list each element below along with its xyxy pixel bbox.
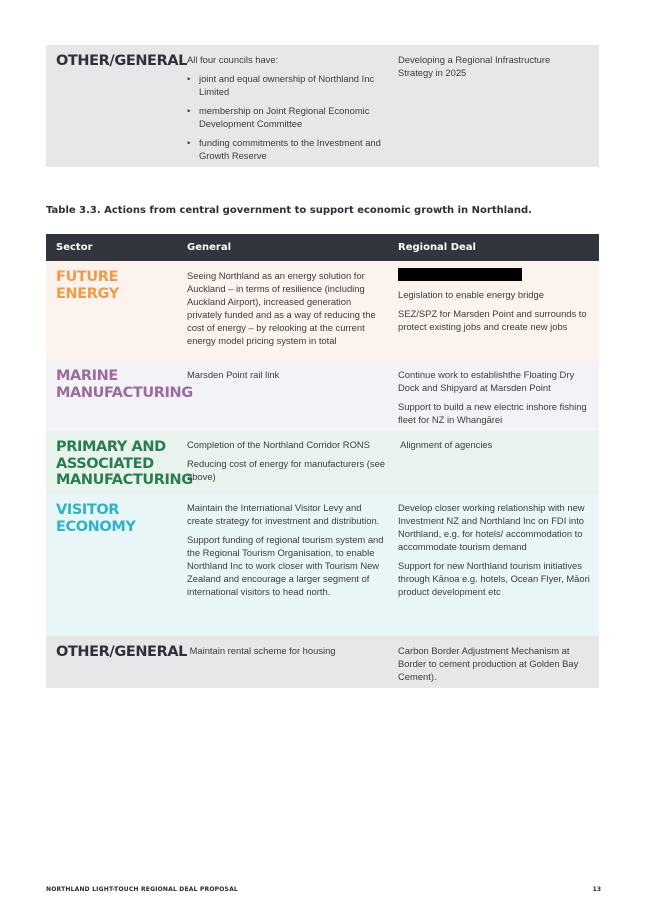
general-column <box>187 501 387 598</box>
general-text: Marsden Point rail link <box>187 369 280 380</box>
general-intro: All four councils have: <box>187 54 279 65</box>
sector-label: OTHER/GENERAL <box>56 644 187 660</box>
regional-column <box>398 644 594 683</box>
general-column <box>187 644 387 657</box>
general-bullet-list <box>187 72 387 162</box>
regional-column <box>398 501 594 598</box>
regional-column <box>398 438 594 451</box>
general-text: Seeing Northland as an energy solution for Auckland – in terms of resilience (including Auckland Airport), increased generation privately funded and as a way of reducing the cost of energy – by relooking at the current energy model pricing system in total <box>187 270 376 346</box>
table-header <box>46 234 599 261</box>
regional-text: Carbon Border Adjustment Mechanism at Border to cement production at Golden Bay Cement). <box>398 645 579 682</box>
general-text: Completion of the Northland Corridor RONS <box>187 439 370 450</box>
regional-text: Support for new Northland tourism initiatives through Kānoa e.g. hotels, Ocean Flyer, Māori product development etc <box>398 560 590 597</box>
regional-column <box>398 368 594 426</box>
list-item: • funding commitments to the Investment and Growth Reserve <box>187 136 387 162</box>
table-row <box>46 431 599 494</box>
regional-deal-text: Developing a Regional Infrastructure Strategy in 2025 <box>398 54 551 78</box>
general-text: Maintain the International Visitor Levy and create strategy for investment and distribution. <box>187 502 380 526</box>
header-sector: Sector <box>56 242 93 253</box>
regional-column <box>398 268 594 333</box>
regional-text: Continue work to establishthe Floating Dry Dock and Shipyard at Marsden Point <box>398 369 575 393</box>
table-row <box>46 636 599 688</box>
general-column <box>187 368 387 381</box>
sector-label: MARINE MANUFACTURING <box>56 368 193 401</box>
sector-label: PRIMARY AND ASSOCIATED MANUFACTURING <box>56 439 193 488</box>
regional-text: SEZ/SPZ for Marsden Point and surrounds to protect existing jobs and create new jobs <box>398 308 587 332</box>
table-row <box>46 360 599 431</box>
sector-label: FUTURE ENERGY <box>56 269 119 302</box>
redaction-bar <box>398 268 522 281</box>
header-general: General <box>187 242 231 253</box>
general-column <box>187 269 387 347</box>
footer-document-title: NORTHLAND LIGHT-TOUCH REGIONAL DEAL PROPOSAL <box>46 886 238 893</box>
sector-label: OTHER/GENERAL <box>56 53 187 69</box>
header-regional: Regional Deal <box>398 242 476 253</box>
regional-text: Support to build a new electric inshore fishing fleet for NZ in Whangārei <box>398 401 587 425</box>
general-column <box>187 438 387 483</box>
table-row <box>46 494 599 636</box>
list-item: • joint and equal ownership of Northland Inc Limited <box>187 72 387 98</box>
regional-text: Legislation to enable energy bridge <box>398 289 544 300</box>
sector-label: VISITOR ECONOMY <box>56 502 136 535</box>
general-text: Reducing cost of energy for manufacturers (see above) <box>187 458 386 482</box>
regional-text: Alignment of agencies <box>398 439 493 450</box>
list-item: • membership on Joint Regional Economic Development Committee <box>187 104 387 130</box>
other-general-block <box>46 45 599 167</box>
table-caption: Table 3.3. Actions from central government to support economic growth in Northland. <box>46 205 532 216</box>
regional-text: Develop closer working relationship with new Investment NZ and Northland Inc on FDI into Northland, e.g. for hotels/ accommodation to accommodate tourism demand <box>398 502 585 552</box>
general-text: Maintain rental scheme for housing <box>187 645 336 656</box>
general-column <box>187 53 387 168</box>
general-text: Support funding of regional tourism system and the Regional Tourism Organisation, to enable Northland Inc to work closer with Tourism New Zealand and encourage a larger segment of international visitors to head north. <box>187 534 384 597</box>
table-row <box>46 261 599 360</box>
page-number: 13 <box>592 886 601 893</box>
